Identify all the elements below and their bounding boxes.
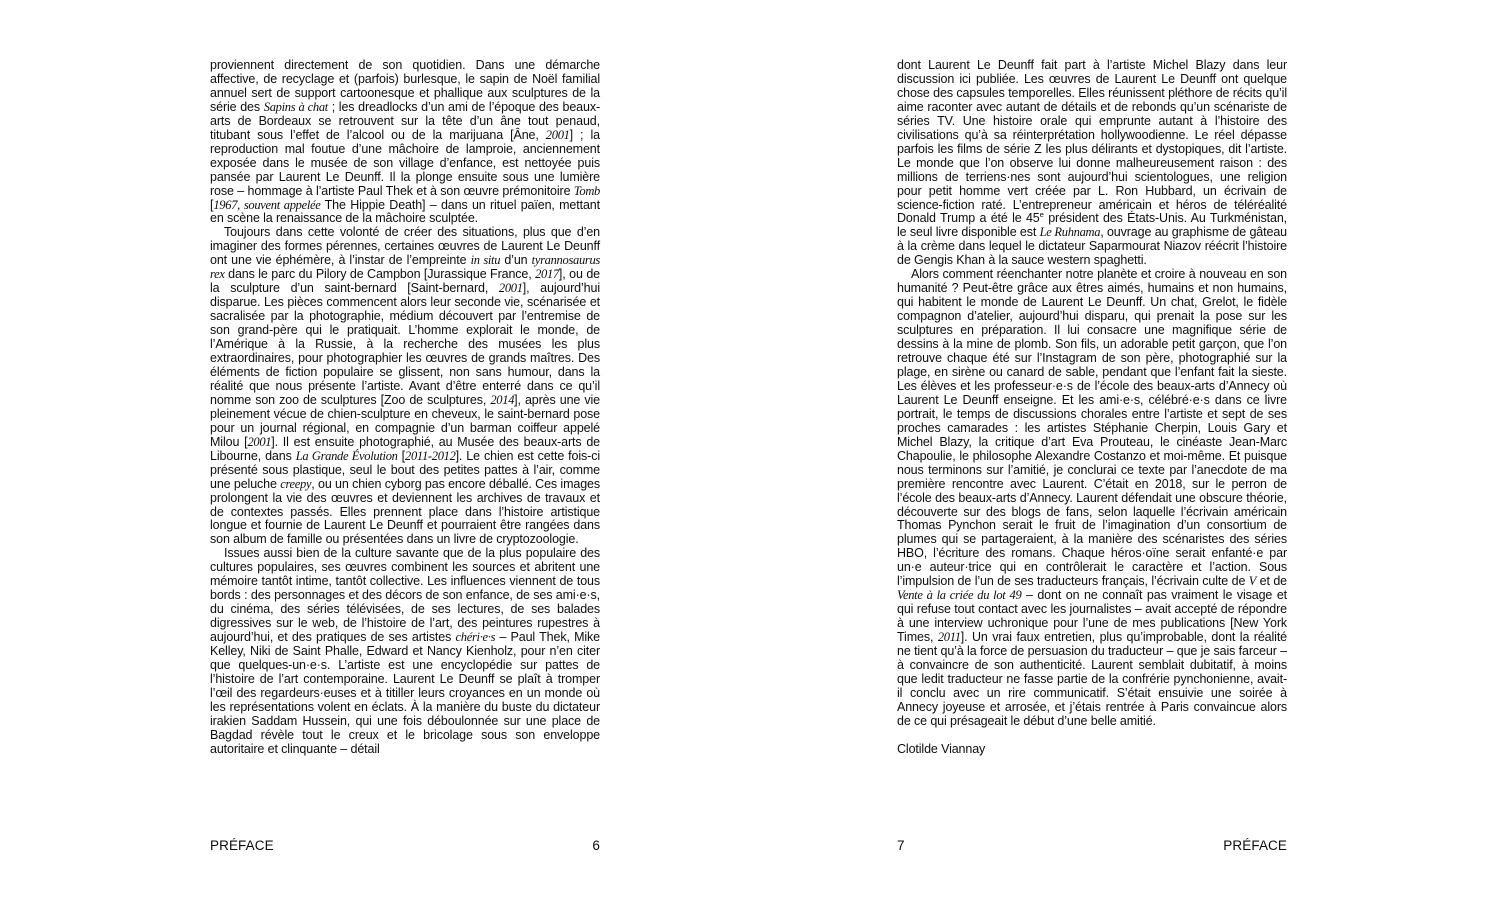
text-segment: ] ; la reproduction mal foutue d’une mâchoire de lamproie, anciennement exposée dans le musée de son village d’enfance, est nettoyée puis pansée par Laurent Le Deunff. Il la plonge ensuite sous une lumière rose – hommage à l’artiste Paul Thek et à son œuvre prémonitoire (210, 127, 600, 198)
text-segment-italic: 2001 (247, 434, 272, 449)
text-segment-italic: 2011 (937, 630, 961, 645)
page-right-footer (897, 838, 1287, 853)
text-segment: , ouvrage au graphisme de gâteau à la crème dans lequel le dictateur Saparmourat Niazov réécrit l’histoire de Gengis Khan à la sauce western spaghetti. (897, 225, 1287, 268)
text-segment-italic: creepy (280, 476, 312, 491)
text-segment: ], après une vie pleinement vécue de chien-sculpture en cheveux, le saint-bernard pose pour un journal régional, en compagnie d’un barman coiffeur appelé Milou [ (210, 392, 600, 449)
text-segment-italic: Sapins à chat (263, 99, 328, 114)
page-number-left: 6 (592, 838, 600, 853)
paragraph (210, 59, 600, 226)
text-segment-sup: e (1039, 210, 1044, 220)
text-segment-italic: in situ (470, 253, 501, 268)
text-segment: dans le parc du Pilory de Campbon [Jurassique France, (224, 267, 536, 282)
page-left (0, 0, 742, 912)
text-segment: président des États-Unis. Au Turkménistan, le seul livre disponible est (897, 211, 1288, 240)
page-right-paragraphs (897, 59, 1287, 729)
running-title-right: PRÉFACE (1223, 838, 1287, 853)
text-segment: ], ou de la sculpture d’un saint-bernard [Saint-bernard, (210, 267, 600, 296)
text-segment: Toujours dans cette volonté de créer des situations, plus que d’en imaginer des formes pérennes, certaines œuvres de Laurent Le Deunff ont une vie éphémère, à l’instar de l’empreinte (210, 225, 600, 268)
text-segment: d’un (500, 253, 532, 268)
text-segment-italic: 2014 (490, 392, 515, 407)
text-segment: ]. Il est ensuite photographié, au Musée des beaux-arts de Libourne, dans (210, 434, 600, 463)
page-right (743, 0, 1485, 912)
page-number-right: 7 (897, 838, 905, 853)
text-segment: ; les dreadlocks d’un ami de l’époque des beaux-arts de Bordeaux se retrouvent sur la tête d’un âne tout penaud, titubant sous l’effet de l’alcool ou de la marijuana [Âne, (210, 99, 600, 142)
text-segment: ]. Le chien est cette fois-ci présenté sous plastique, seul le bout des petites pattes à l’air, comme une peluche (210, 448, 600, 491)
text-segment-italic: 2017 (535, 267, 559, 282)
text-segment: Alors comment réenchanter notre planète et croire à nouveau en son humanité ? Peut-être grâce aux êtres aimés, humains et non humains, qui habitent le monde de Laurent Le Deunff. Un chat, Grelot, le fidèle compagnon d’atelier, aujourd’hui disparu, qui prenait la pose sur les sculptures en préparation. Il lui consacre une magnifique série de dessins à la mine de plomb. Son fils, un adorable petit garçon, que l’on retrouve chaque été sur l’Instagram de son père, photographié sur la plage, en sirène ou canard de sable, pendant que l’enfant fait la sieste. Les élèves et les professeur·e·s de l’école des beaux-arts d’Annecy où Laurent Le Deunff enseigne. Et les ami·e·s, célébré·e·s dans ce livre portrait, le temps de discussions chorales entre l’artiste et sept de ses proches camarades : les artistes Stéphanie Cherpin, Louis Gary et Michel Blazy, la critique d’art Eva Prouteau, le cinéaste Jean-Marc Chapoulie, le philosophe Alexandre Costanzo et moi-même. Et puisque nous terminons sur l’amitié, je conclurai ce texte par l’anecdote de ma première rencontre avec Laurent. C’était en 2018, sur le perron de l’école des beaux-arts d’Annecy. Laurent défendait une obscure théorie, découverte sur des blogs de fans, selon laquelle l’écrivain américain Thomas Pynchon serait le fruit de l’imagination d’un consortium de plumes qui se partageraient, à la manière des scénaristes des séries HBO, l’écriture des romans. Chaque héros·oïne serait enfanté·e par un·e auteur·trice qui en contrôlerait le caractère et l’action. Sous l’impulsion de l’un de ses traducteurs français, l’écrivain culte de (897, 267, 1287, 589)
paragraph (210, 547, 600, 756)
paragraph (210, 226, 600, 547)
running-title-left: PRÉFACE (210, 838, 274, 853)
text-segment-italic: Vente à la criée du lot 49 (897, 588, 1022, 603)
text-segment-italic: V (1248, 574, 1257, 589)
text-segment-italic: 2011-2012 (405, 448, 456, 463)
text-segment: [ (397, 448, 406, 463)
text-segment: et de (1256, 574, 1287, 589)
text-segment-italic: tyrannosaurus rex (210, 253, 601, 282)
text-segment-italic: La Grande Évolution (295, 448, 398, 463)
text-segment-italic: 2001 (498, 281, 523, 296)
text-segment: – Paul Thek, Mike Kelley, Niki de Saint Phalle, Edward et Nancy Kienholz, pour n’en citer que quelques-un·e·s. L’artiste est une encyclopédie sur pattes de l’histoire de l’art contemporaine. Laurent Le Deunff se plaît à tromper l’œil des regardeurs·euses et à titiller leurs croyances en un monde où les représentations volent en éclats. À la manière du buste du dictateur irakien Saddam Hussein, qui une fois déboulonnée sur une place de Bagdad révèle tout le creux et le bricolage sous son enveloppe autoritaire et clinquante – détail (210, 630, 600, 756)
text-segment: The Hippie Death] – dans un rituel païen, mettant en scène la renaissance de la mâchoire sculptée. (210, 197, 600, 226)
text-segment-italic: 1967, souvent appelée (213, 197, 321, 212)
text-segment: , ou un chien cyborg pas encore déballé. Ces images prolongent la vie des œuvres et deviennent les archives de travaux et de contextes passés. Elles prennent place dans l’histoire artistique longue et fournie de Laurent Le Deunff et pourraient être rangées dans son album de famille ou présentées dans un livre de cryptozoologie. (210, 476, 600, 547)
page-right-text-column (897, 59, 1287, 757)
paragraph (897, 59, 1287, 268)
text-segment: [ (210, 197, 214, 212)
paragraph (897, 268, 1287, 728)
text-segment-italic: 2001 (545, 127, 570, 142)
text-segment: ], aujourd’hui disparue. Les pièces commencent alors leur seconde vie, scénarisée et sacralisée par la photographie, médium découvert par l’entremise de son grand-père qui le pratiquait. L’homme explorait le monde, de l’Amérique à la Russie, à la recherche des musées les plus extraordinaires, pour photographier les œuvres de grands maîtres. Des éléments de fiction populaire se glissent, non sans humour, dans la réalité que nous présente l’artiste. Avant d’être enterré dans ce qu’il nomme son zoo de sculptures [Zoo de sculptures, (210, 281, 600, 407)
text-segment: dont Laurent Le Deunff fait part à l’artiste Michel Blazy dans leur discussion ici publiée. Les œuvres de Laurent Le Deunff ont quelque chose des capsules temporelles. Elles réunissent pléthore de récits qu’il aime raconter avec autant de détails et de rebonds qu’un scénariste de séries TV. Une histoire orale qui emprunte autant à l’histoire des civilisations qu’à sa réinterprétation hollywoodienne. Le réel dépasse parfois les films de série Z les plus délirants et dystopiques, dit l’artiste. Le monde que l’on observe lui donne malheureusement raison : des millions de terriens·nes sont aujourd’hui scientologues, une religion pour petit homme vert créée par L. Ron Hubbard, un écrivain de science-fiction raté. L’entrepreneur américain et héros de téléréalité Donald Trump a été le 45 (897, 58, 1287, 226)
page-left-text-column (210, 59, 600, 757)
text-segment-italic: Le Ruhnama (1039, 225, 1101, 240)
text-segment: – dont on ne connaît pas vraiment le visage et qui refuse tout contact avec les journalistes – avait accepté de répondre à une interview uchronique pour l’une de mes publications [New York Times, (897, 588, 1287, 645)
page-left-footer (210, 838, 600, 853)
text-segment-italic: chéri·e·s (455, 630, 496, 645)
text-segment-italic: Tomb (573, 183, 600, 198)
author-signature: Clotilde Viannay (897, 741, 986, 756)
text-segment: proviennent directement de son quotidien. Dans une démarche affective, de recyclage et (parfois) burlesque, le sapin de Noël familial annuel sert de support cartoonesque et phallique aux sculptures de la série des (210, 58, 600, 114)
text-segment: Issues aussi bien de la culture savante que de la plus populaire des cultures populaires, ses œuvres combinent les sources et abritent une mémoire tantôt intime, tantôt collective. Les influences viennent de tous bords : des personnages et des décors de son enfance, de ses ami·e·s, du cinéma, des séries télévisées, de ses lectures, de ses balades digressives sur le web, de l’histoire de l’art, des peintures rupestres à aujourd’hui, et des pratiques de ses artistes (210, 546, 600, 645)
text-segment: ]. Un vrai faux entretien, plus qu’improbable, dont la réalité ne tient qu’à la force de persuasion du traducteur – que je sais farceur – à convaincre de son authenticité. Laurent semblait dubitatif, à moins que ledit traducteur ne fasse partie de la confrérie pynchonienne, avait-il conclu avec un rire communicatif. S’était ensuivie une soirée à Annecy joyeuse et arrosée, et j’étais rentrée à Paris convaincue alors de ce qui présageait le début d’une belle amitié. (897, 630, 1288, 728)
